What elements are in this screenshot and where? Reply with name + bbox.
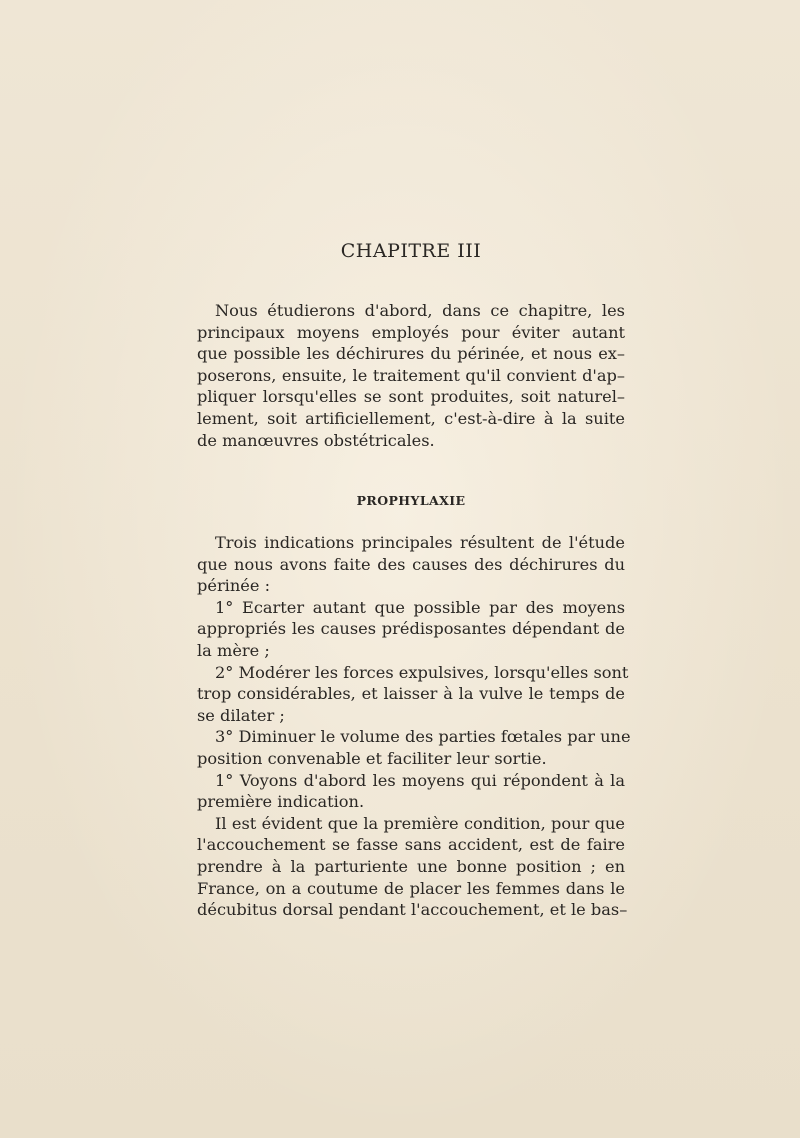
text-line: Il est évident que la première condition, pour que [215, 813, 625, 833]
text-line: trop considérables, et laisser à la vulve le temps de [197, 684, 625, 704]
text-line: poserons, ensuite, le traitement qu'il convient d'ap– [197, 365, 625, 385]
text-line: décubitus dorsal pendant l'accouchement, et le bas– [197, 900, 628, 920]
text-line: 1° Ecarter autant que possible par des moyens [215, 597, 625, 617]
text-line: que nous avons faite des causes des déchirures du [197, 554, 625, 574]
text-line: 2° Modérer les forces expulsives, lorsqu'elles sont [215, 662, 629, 682]
text-line: Trois indications principales résultent de l'étude [215, 533, 625, 552]
text-line: 1° Voyons d'abord les moyens qui répondent à la [215, 770, 625, 790]
text-line: appropriés les causes prédisposantes dépendant de [197, 619, 625, 639]
text-line: pliquer lorsqu'elles se sont produites, soit naturel– [197, 387, 625, 407]
text-line: l'accouchement se fasse sans accident, est de faire [197, 835, 625, 855]
text-line: lement, soit artificiellement, c'est-à-dire à la suite [197, 408, 625, 428]
text-line: de manœuvres obstétricales. [197, 430, 435, 450]
text-line: 3° Diminuer le volume des parties fœtales par une [215, 727, 631, 747]
intro-paragraph [197, 300, 625, 451]
section-title: PROPHYLAXIE [356, 493, 466, 508]
text-line: Nous étudierons d'abord, dans ce chapitre, les [215, 301, 625, 320]
text-line: que possible les déchirures du périnée, et nous ex– [197, 344, 625, 364]
body-text [197, 532, 631, 921]
text-line: position convenable et faciliter leur sortie. [197, 748, 547, 768]
text-line: principaux moyens employés pour éviter autant [197, 322, 625, 342]
text-line: France, on a coutume de placer les femmes dans le [197, 878, 625, 898]
text-line: périnée : [197, 576, 271, 596]
text-line: première indication. [197, 792, 365, 812]
text-line: la mère ; [197, 640, 270, 660]
text-line: prendre à la parturiente une bonne position ; en [197, 856, 625, 876]
chapter-title: CHAPITRE III [340, 240, 482, 262]
text-line: se dilater ; [197, 705, 285, 725]
